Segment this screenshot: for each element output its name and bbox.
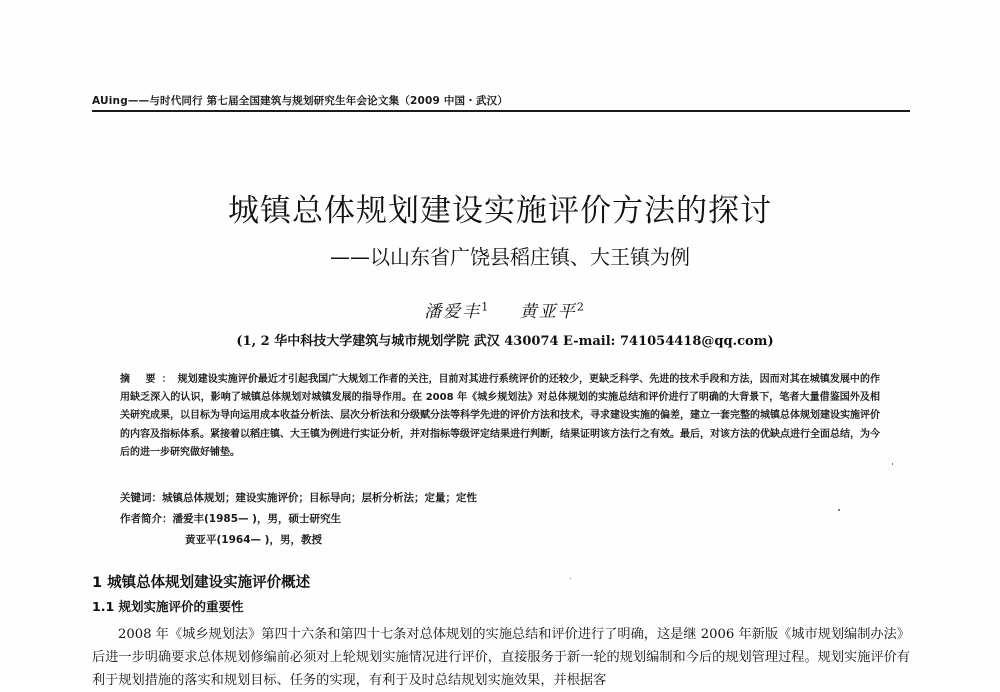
keywords-label: 关键词： [120, 492, 162, 504]
author-superscript: 1 [481, 300, 491, 314]
author-bio [185, 532, 322, 547]
paper-title: 城镇总体规划建设实施评价方法的探讨 [228, 193, 772, 229]
keywords-text: 城镇总体规划；建设实施评价；目标导向；层析分析法；定量；定性 [162, 492, 477, 504]
paper-subtitle: ——以山东省广饶县稻庄镇、大王镇为例 [330, 245, 690, 269]
running-header: AUing——与时代同行 第七届全国建筑与规划研究生年会论文集（2009 中国・武汉） [92, 95, 509, 107]
subsection-heading: 1.1 规划实施评价的重要性 [92, 599, 244, 614]
abstract-text: 规划建设实施评价最近才引起我国广大规划工作者的关注，目前对其进行系统评价的还较少，更缺乏科学、先进的技术手段和方法，因而对其在城镇发展中的作用缺乏深入的认识，影响了城镇总体规划对城镇发展的指导作用。在 2008 年《城乡规划法》对总体规划的实施总结和评价进行了明确的大背景下，笔者大量借鉴国外及相关研究成果，以目标为导向运用成本收益分析法、层次分析法和分级赋分法等科学先进的评价方法和技术，寻求建设实施的偏差，建立一套完整的城镇总体规划建设实施评价的内容及指标体系。紧接着以稻庄镇、大王镇为例进行实证分析，并对指标等级评定结果进行判断，结果证明该方法行之有效。最后，对该方法的优缺点进行全面总结，为今后的进一步研究做好铺垫。 [120, 374, 881, 458]
author-superscript: 2 [576, 300, 586, 314]
author-bio-label: 作者简介： [120, 513, 173, 525]
author-name: 潘爱丰 [424, 302, 482, 322]
keywords [120, 490, 477, 505]
section-heading: 1 城镇总体规划建设实施评价概述 [92, 575, 311, 591]
abstract-label: 摘 要： [120, 374, 178, 385]
author-bio-text: 黄亚平(1964— )，男，教授 [185, 534, 322, 546]
scan-speck [570, 578, 571, 579]
author-name: 黄亚平 [519, 302, 577, 322]
scan-speck [892, 463, 893, 465]
scan-speck [838, 509, 840, 511]
body-paragraph: 2008 年《城乡规划法》第四十六条和第四十七条对总体规划的实施总结和评价进行了明确，这是继 2006 年新版《城市规划编制办法》后进一步明确要求总体规划修编前必须对上轮规划实施情况进行评价，直接服务于新一轮的规划编制和今后的规划管理过程。规划实施评价有利于规划措施的落实和规划目标、任务的实现，有利于及时总结规划实施效果，并根据客 [92, 627, 910, 688]
header-rule [92, 110, 910, 112]
affiliation: (1, 2 华中科技大学建筑与城市规划学院 武汉 430074 E-mail: 741054418@qq.com) [236, 334, 774, 349]
author-line [0, 297, 1000, 322]
author-bio [120, 511, 341, 526]
author-bio-text: 潘爱丰(1985— )，男，硕士研究生 [172, 513, 341, 525]
abstract [120, 371, 880, 462]
